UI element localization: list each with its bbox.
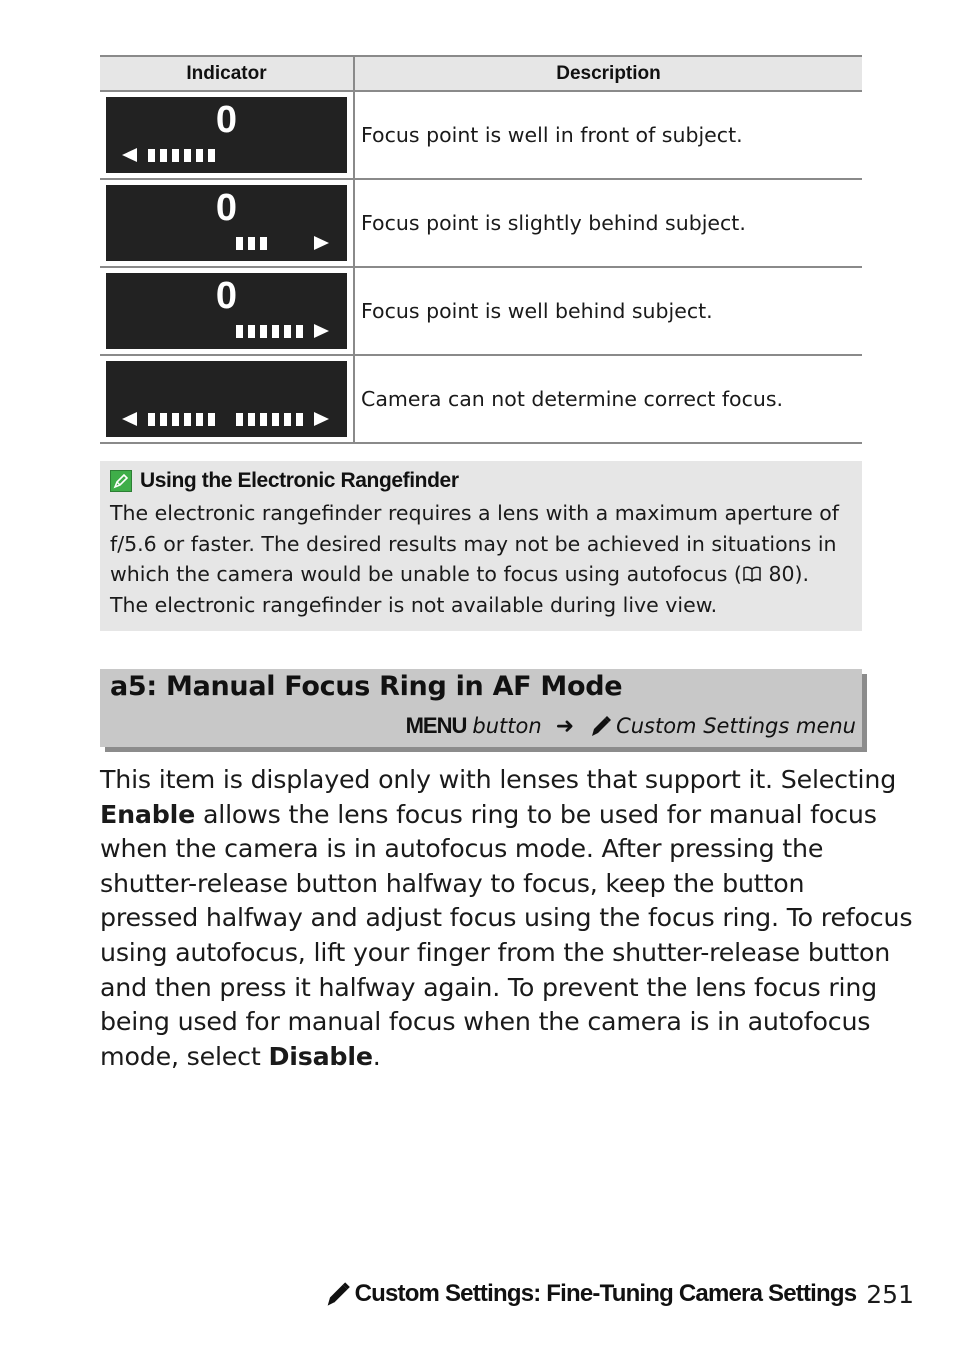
button-word: button — [472, 714, 542, 738]
page-number: 251 — [866, 1279, 914, 1309]
arrow-right-icon — [314, 236, 329, 250]
header-indicator: Indicator — [100, 56, 354, 91]
table-row — [100, 91, 862, 179]
body-line: shutter-release button halfway to focus, keep the button — [100, 868, 805, 898]
indicator-bar — [236, 325, 243, 338]
indicator-bar — [184, 149, 191, 162]
indicator-bar — [148, 149, 155, 162]
indicator-bar — [296, 325, 303, 338]
option-disable: Disable — [268, 1041, 373, 1071]
menu-button-label: MENU — [405, 713, 467, 738]
table-row — [100, 179, 862, 267]
arrow-right-icon: ➜ — [555, 713, 575, 739]
focus-indicator-digit: 0 — [215, 99, 238, 141]
book-icon — [742, 565, 762, 583]
indicator-bar — [236, 237, 243, 250]
indicator-bar — [260, 413, 267, 426]
body-line: using autofocus, lift your finger from the shutter-release button — [100, 937, 891, 967]
focus-indicator-display — [106, 185, 347, 261]
body-line: pressed halfway and adjust focus using the focus ring. To refocus — [100, 903, 913, 933]
body-line: when the camera is in autofocus mode. After pressing the — [100, 834, 824, 864]
note-line: f/5.6 or faster. The desired results may not be achieved in situations in — [110, 531, 837, 556]
row-description: Focus point is well behind subject. — [354, 267, 862, 355]
indicator-bar — [208, 149, 215, 162]
note-line: The electronic rangefinder is not available during live view. — [110, 592, 718, 617]
indicator-bar — [248, 413, 255, 426]
indicator-bar — [248, 325, 255, 338]
section-title: a5: Manual Focus Ring in AF Mode — [110, 671, 623, 702]
note-line: which the camera would be unable to focus using autofocus ( 80). — [110, 562, 810, 586]
indicator-bar — [172, 149, 179, 162]
arrow-left-icon — [122, 148, 137, 162]
row-description: Focus point is well in front of subject. — [354, 91, 862, 179]
focus-indicator-digit: 0 — [215, 187, 238, 229]
indicator-bar — [160, 149, 167, 162]
body-line: This item is displayed only with lenses that support it. Selecting — [100, 765, 897, 794]
section-header — [100, 669, 862, 747]
indicator-bar — [296, 413, 303, 426]
indicator-bar — [284, 413, 291, 426]
pencil-icon — [588, 714, 612, 738]
indicator-bar — [260, 325, 267, 338]
body-line: being used for manual focus when the camera is in autofocus — [100, 1007, 871, 1037]
pencil-icon — [323, 1280, 351, 1308]
indicator-bar — [184, 413, 191, 426]
focus-indicator-display — [106, 273, 347, 349]
indicator-bar — [236, 413, 243, 426]
note-line: The electronic rangefinder requires a lens with a maximum aperture of — [110, 501, 840, 525]
header-description: Description — [354, 56, 862, 91]
indicator-bar — [272, 325, 279, 338]
indicator-bar — [248, 237, 255, 250]
indicator-bar — [284, 325, 291, 338]
focus-indicator-display — [106, 97, 347, 173]
footer-chapter-title: Custom Settings: Fine-Tuning Camera Settings — [354, 1280, 857, 1307]
arrow-left-icon — [122, 412, 137, 426]
arrow-right-icon — [314, 412, 329, 426]
option-enable: Enable — [100, 799, 196, 829]
menu-name: Custom Settings menu — [616, 714, 856, 738]
check-pencil-icon — [110, 470, 132, 492]
indicator-bar — [208, 413, 215, 426]
body-line: and then press it halfway again. To prevent the lens focus ring — [100, 972, 878, 1002]
page-footer — [323, 1277, 914, 1311]
indicator-bar — [148, 413, 155, 426]
body-paragraph — [100, 763, 913, 1074]
indicator-bar — [260, 237, 267, 250]
arrow-right-icon — [314, 324, 329, 338]
note-body — [110, 498, 852, 620]
indicator-bar — [196, 149, 203, 162]
indicator-table — [100, 55, 862, 444]
focus-indicator-digit: 0 — [215, 275, 238, 317]
row-description: Focus point is slightly behind subject. — [354, 179, 862, 267]
indicator-bar — [160, 413, 167, 426]
body-line: mode, select Disable. — [100, 1041, 381, 1071]
indicator-bar — [196, 413, 203, 426]
page-ref[interactable]: 80). — [761, 562, 810, 586]
indicator-bar — [172, 413, 179, 426]
focus-indicator-display — [106, 361, 347, 437]
note-title: Using the Electronic Rangefinder — [140, 469, 459, 492]
indicator-bar — [272, 413, 279, 426]
note-header — [110, 467, 852, 495]
table-row — [100, 355, 862, 443]
note-box — [100, 461, 862, 631]
table-row — [100, 267, 862, 355]
row-description: Camera can not determine correct focus. — [354, 355, 862, 443]
menu-path — [406, 713, 856, 739]
table-header-row — [100, 56, 862, 91]
body-line: Enable allows the lens focus ring to be used for manual focus — [100, 799, 877, 829]
